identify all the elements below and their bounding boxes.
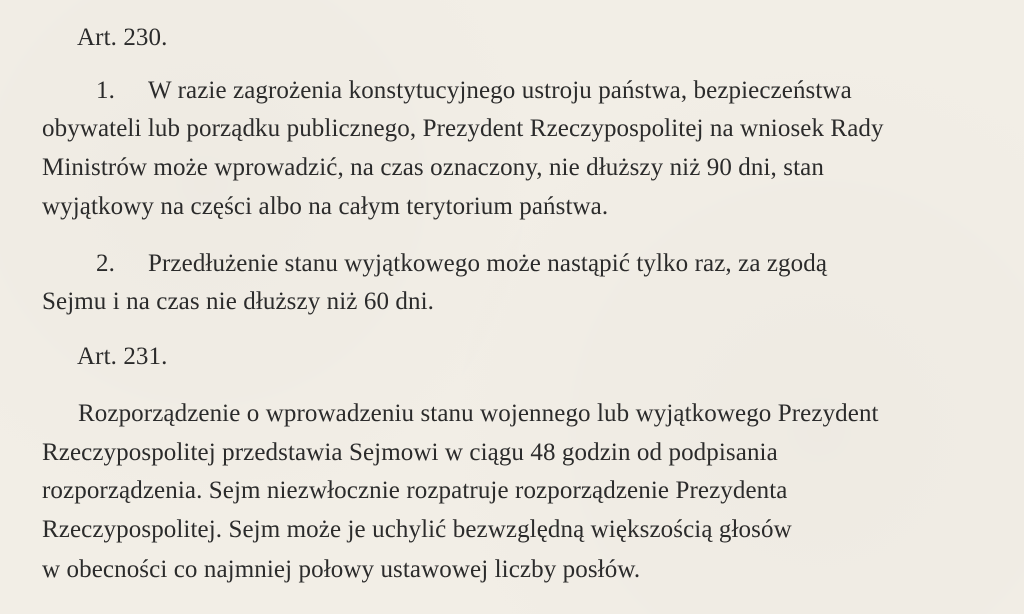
article-230-paragraph-1-line: obywateli lub porządku publicznego, Prezydent Rzeczypospolitej na wniosek Rady [42,115,884,142]
paragraph-text: W razie zagrożenia konstytucyjnego ustroju państwa, bezpieczeństwa [148,77,852,104]
article-231-line: Rzeczypospolitej. Sejm może je uchylić bezwzględną większością głosów [42,516,792,543]
article-230-paragraph-1-first-line [96,72,852,110]
paragraph-text: Przedłużenie stanu wyjątkowego może nastąpić tylko raz, za zgodą [148,250,828,277]
article-231-line: w obecności co najmniej połowy ustawowej liczby posłów. [42,556,641,583]
article-231-line: rozporządzenia. Sejm niezwłocznie rozpatruje rozporządzenie Prezydenta [42,477,788,504]
article-231-heading: Art. 231. [77,343,168,370]
paragraph-number: 1. [96,77,115,104]
article-230-paragraph-1-line: wyjątkowy na części albo na całym terytorium państwa. [42,193,609,220]
article-230-paragraph-2-first-line [96,245,827,283]
article-230-heading: Art. 230. [77,24,168,51]
article-231-line: Rzeczypospolitej przedstawia Sejmowi w ciągu 48 godzin od podpisania [42,439,778,466]
article-231-line: Rozporządzenie o wprowadzeniu stanu wojennego lub wyjątkowego Prezydent [78,400,879,427]
article-230-paragraph-1-line: Ministrów może wprowadzić, na czas oznaczony, nie dłuższy niż 90 dni, stan [42,154,824,181]
paragraph-number: 2. [96,250,115,277]
article-230-paragraph-2-line: Sejmu i na czas nie dłuższy niż 60 dni. [42,288,434,315]
